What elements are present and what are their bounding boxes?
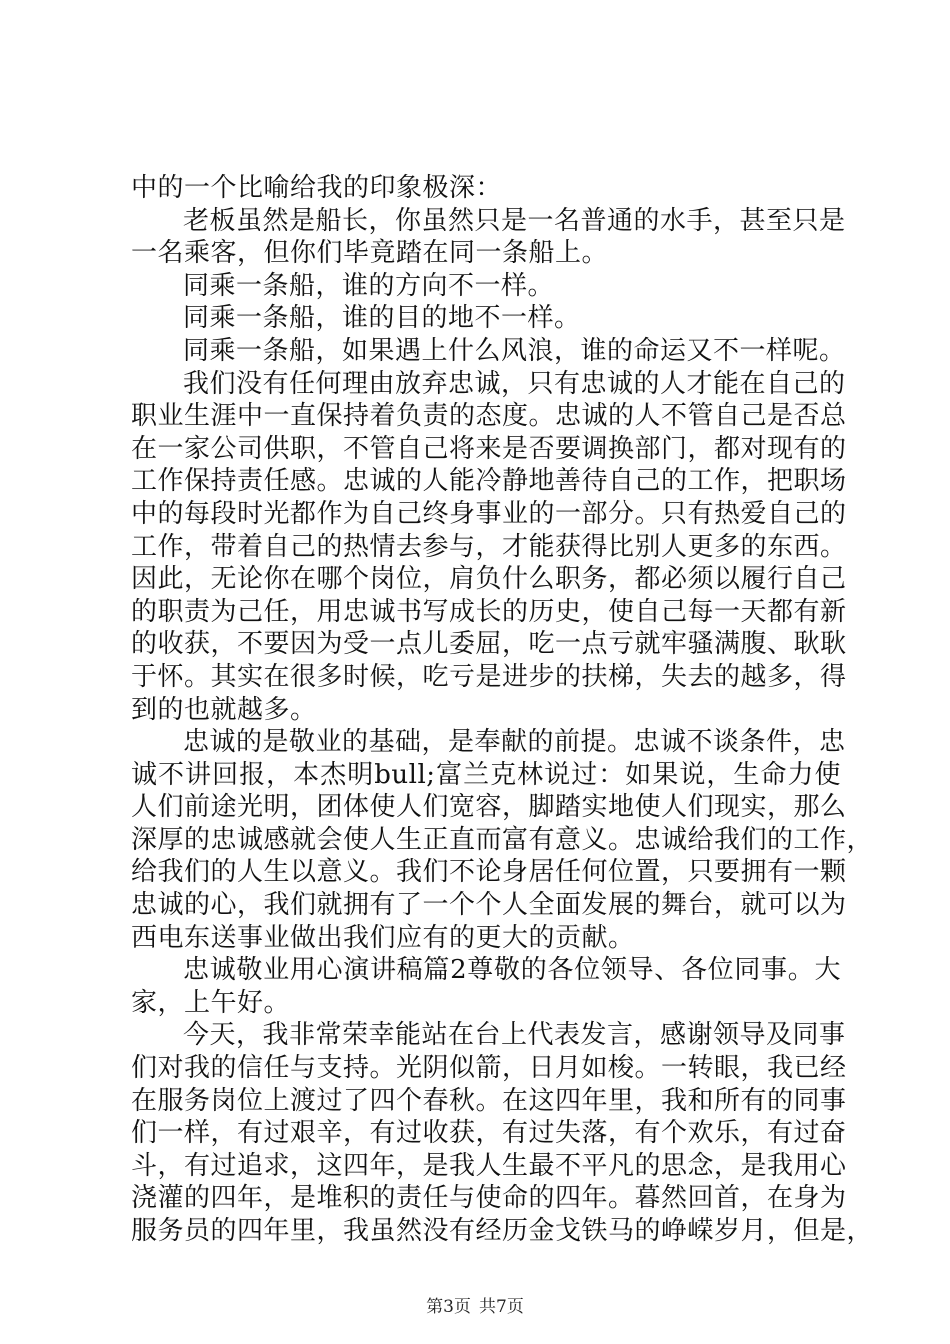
text-line: 中的每段时光都作为自己终身事业的一部分。只有热爱自己的 xyxy=(131,498,847,529)
text-line: 同乘一条船，谁的方向不一样。 xyxy=(183,270,555,301)
text-line: 因此，无论你在哪个岗位，肩负什么职务，都必须以履行自己 xyxy=(131,564,847,595)
text-line: 我们没有任何理由放弃忠诚，只有忠诚的人才能在自己的 xyxy=(183,368,846,399)
document-body xyxy=(131,172,874,1248)
text-line: 到的也就越多。 xyxy=(131,694,317,725)
text-line: 深厚的忠诚感就会使人生正直而富有意义。忠诚给我们的工作， xyxy=(131,824,874,855)
text-line: 在服务岗位上渡过了四个春秋。在这四年里，我和所有的同事 xyxy=(131,1085,847,1116)
text-line: 的收获，不要因为受一点儿委屈，吃一点亏就牢骚满腹、耿耿 xyxy=(131,629,847,660)
text-line: 工作保持责任感。忠诚的人能冷静地善待自己的工作，把职场 xyxy=(131,466,847,497)
text-line: 斗，有过追求，这四年，是我人生最不平凡的思念，是我用心 xyxy=(131,1150,847,1181)
text-line: 在一家公司供职，不管自己将来是否要调换部门，都对现有的 xyxy=(131,433,847,464)
text-line: 同乘一条船，谁的目的地不一样。 xyxy=(183,303,581,334)
text-line: 家，上午好。 xyxy=(131,987,291,1018)
text-line: 忠诚的心，我们就拥有了一个个人全面发展的舞台，就可以为 xyxy=(131,890,847,921)
text-line: 工作，带着自己的热情去参与，才能获得比别人更多的东西。 xyxy=(131,531,847,562)
text-line: 给我们的人生以意义。我们不论身居任何位置，只要拥有一颗 xyxy=(131,857,847,888)
text-line: 诚不讲回报，本杰明bull;富兰克林说过：如果说，生命力使 xyxy=(131,759,841,790)
text-line: 忠诚敬业用心演讲稿篇2尊敬的各位领导、各位同事。大 xyxy=(183,955,841,986)
text-line: 的职责为己任，用忠诚书写成长的历史，使自己每一天都有新 xyxy=(131,596,847,627)
text-line: 今天，我非常荣幸能站在台上代表发言，感谢领导及同事 xyxy=(183,1020,846,1051)
page-number: 第3页 xyxy=(426,1297,471,1317)
page-total: 共7页 xyxy=(479,1297,524,1317)
text-line: 同乘一条船，如果遇上什么风浪，谁的命运又不一样呢。 xyxy=(183,335,846,366)
text-line: 忠诚的是敬业的基础，是奉献的前提。忠诚不谈条件，忠 xyxy=(183,727,846,758)
text-line: 一名乘客，但你们毕竟踏在同一条船上。 xyxy=(131,238,609,269)
text-line: 人们前途光明，团体使人们宽容，脚踏实地使人们现实，那么 xyxy=(131,792,847,823)
text-line: 们对我的信任与支持。光阴似箭，日月如梭。一转眼，我已经 xyxy=(131,1053,847,1084)
text-line: 们一样，有过艰辛，有过收获，有过失落，有个欢乐，有过奋 xyxy=(131,1118,847,1149)
text-line: 中的一个比喻给我的印象极深： xyxy=(131,173,503,203)
text-line: 职业生涯中一直保持着负责的态度。忠诚的人不管自己是否总 xyxy=(131,401,847,432)
text-line: 老板虽然是船长，你虽然只是一名普通的水手，甚至只是 xyxy=(183,205,846,236)
text-line: 服务员的四年里，我虽然没有经历金戈铁马的峥嵘岁月，但是， xyxy=(131,1216,874,1246)
text-line: 浇灌的四年，是堆积的责任与使命的四年。暮然回首，在身为 xyxy=(131,1183,847,1214)
text-line: 于怀。其实在很多时候，吃亏是进步的扶梯，失去的越多，得 xyxy=(131,661,847,692)
text-line: 西电东送事业做出我们应有的更大的贡献。 xyxy=(131,922,635,953)
page-footer xyxy=(0,1296,950,1318)
